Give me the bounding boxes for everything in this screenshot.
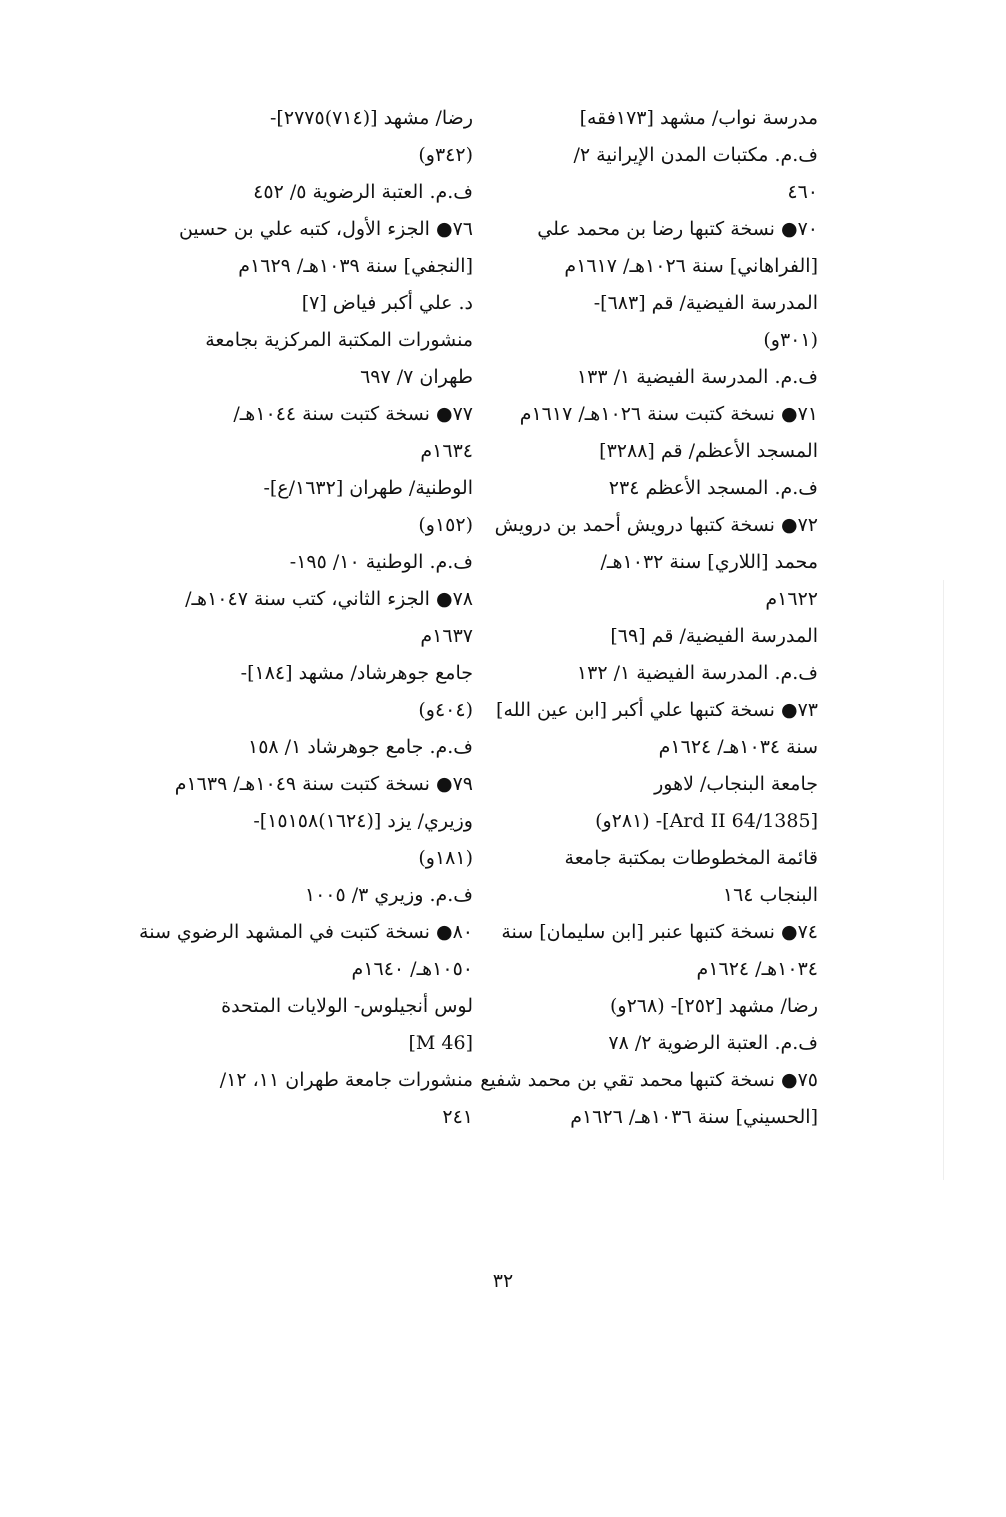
entry-line: [النجفي] سنة ١٠٣٩هـ/ ١٦٢٩م [238, 255, 473, 277]
entry-line: جامعة البنجاب/ لاهور [654, 773, 818, 795]
entry-line: ف.م. المدرسة الفيضية ١/ ١٣٢ [576, 662, 818, 684]
entry-line: ١٠٥٠هـ/ ١٦٤٠م [351, 958, 473, 980]
entry-line: لوس أنجيلوس- الولايات المتحدة [221, 995, 473, 1017]
entry-line: ف.م. العتبة الرضوية ٢/ ٧٨ [608, 1032, 818, 1054]
scan-artifact-line [943, 580, 944, 1180]
entry-line: المسجد الأعظم/ قم [٣٢٨٨] [599, 440, 818, 462]
entry-line: مدرسة نواب/ مشهد [١٧٣فقه] [579, 107, 818, 129]
entry-heading-line: ٧٢● نسخة كتبها درويش أحمد بن درويش [494, 514, 818, 536]
entry-line: منشورات جامعة طهران ١١، ١٢/ [219, 1069, 473, 1091]
entry-line: (٣٠١و) [763, 329, 818, 351]
entry-heading-line: ٧٠● نسخة كتبها رضا بن محمد علي [537, 218, 818, 240]
entry-line: (٤٠٤و) [418, 699, 473, 721]
entry-heading-line: ٧١● نسخة كتبت سنة ١٠٢٦هـ/ ١٦١٧م [519, 403, 818, 425]
entry-line: [الحسيني] سنة ١٠٣٦هـ/ ١٦٢٦م [570, 1106, 818, 1128]
entry-line: رضا/ مشهد [٢٥٢]- (٢٦٨و) [610, 995, 818, 1017]
entry-line: ٢٤١ [442, 1106, 473, 1128]
entry-line: د. علي أكبر فياض [٧] [301, 292, 473, 314]
entry-line: [M 46] [408, 1032, 473, 1054]
entry-heading-line: ٨٠● نسخة كتبت في المشهد الرضوي سنة [139, 921, 473, 943]
entry-line: (١٥٢و) [418, 514, 473, 536]
entry-line: الوطنية/ طهران [١٦٣٢/ع]- [263, 477, 473, 499]
entry-line: ف.م. الوطنية ١٠/ ١٩٥- [289, 551, 473, 573]
entry-line: ف.م. المدرسة الفيضية ١/ ١٣٣ [576, 366, 818, 388]
entry-line: ١٠٣٤هـ/ ١٦٢٤م [696, 958, 818, 980]
entry-line: ف.م. مكتبات المدن الإيرانية ٢/ [573, 144, 818, 166]
entry-line: [الفراهاني] سنة ١٠٢٦هـ/ ١٦١٧م [564, 255, 818, 277]
entry-line: المدرسة الفيضية/ قم [٦٨٣]- [593, 292, 818, 314]
entry-line: ١٦٣٤م [420, 440, 473, 462]
entry-line: (٣٤٢و) [418, 144, 473, 166]
entry-line: ١٦٣٧م [420, 625, 473, 647]
entry-line: جامع جوهرشاد/ مشهد [١٨٤]- [240, 662, 473, 684]
entry-line: ٤٦٠ [787, 181, 818, 203]
entry-heading-line: ٧٩● نسخة كتبت سنة ١٠٤٩هـ/ ١٦٣٩م [174, 773, 473, 795]
entry-line: المدرسة الفيضية/ قم [٦٩] [610, 625, 818, 647]
entry-heading-line: ٧٧● نسخة كتبت سنة ١٠٤٤هـ/ [233, 403, 473, 425]
entry-line: قائمة المخطوطات بمكتبة جامعة [564, 847, 818, 869]
entry-line: ١٦٢٢م [765, 588, 818, 610]
entry-line: وزيري/ يزد [(١٦٢٤)١٥١٥٨]- [253, 810, 473, 832]
entry-heading-line: ٧٤● نسخة كتبها عنبر [ابن سليمان] سنة [501, 921, 818, 943]
entry-heading-line: ٧٥● نسخة كتبها محمد تقي بن محمد شفيع [480, 1069, 818, 1091]
right-column [480, 100, 818, 1136]
left-column [128, 100, 473, 1136]
page-number: ٣٢ [492, 1270, 514, 1292]
entry-line: ف.م. وزيري ٣/ ١٠٠٥ [304, 884, 473, 906]
entry-line: (١٨١و) [418, 847, 473, 869]
entry-line: [Ard II 64/1385]- (٢٨١و) [595, 810, 818, 832]
entry-line: سنة ١٠٣٤هـ/ ١٦٢٤م [658, 736, 818, 758]
entry-line: طهران ٧/ ٦٩٧ [360, 366, 473, 388]
entry-line: البنجاب ١٦٤ [722, 884, 818, 906]
entry-line: ف.م. المسجد الأعظم ٢٣٤ [608, 477, 818, 499]
entry-heading-line: ٧٣● نسخة كتبها علي أكبر [ابن عين الله] [496, 699, 818, 721]
entry-heading-line: ٧٨● الجزء الثاني، كتب سنة ١٠٤٧هـ/ [185, 588, 473, 610]
entry-line: محمد [اللاري] سنة ١٠٣٢هـ/ [600, 551, 818, 573]
entry-line: ف.م. العتبة الرضوية ٥/ ٤٥٢ [253, 181, 473, 203]
entry-line: ف.م. جامع جوهرشاد ١/ ١٥٨ [247, 736, 473, 758]
entry-line: منشورات المكتبة المركزية بجامعة [205, 329, 473, 351]
entry-line: رضا/ مشهد [(٧١٤)٢٧٧٥]- [270, 107, 473, 129]
entry-heading-line: ٧٦● الجزء الأول، كتبه علي بن حسين [178, 218, 473, 240]
